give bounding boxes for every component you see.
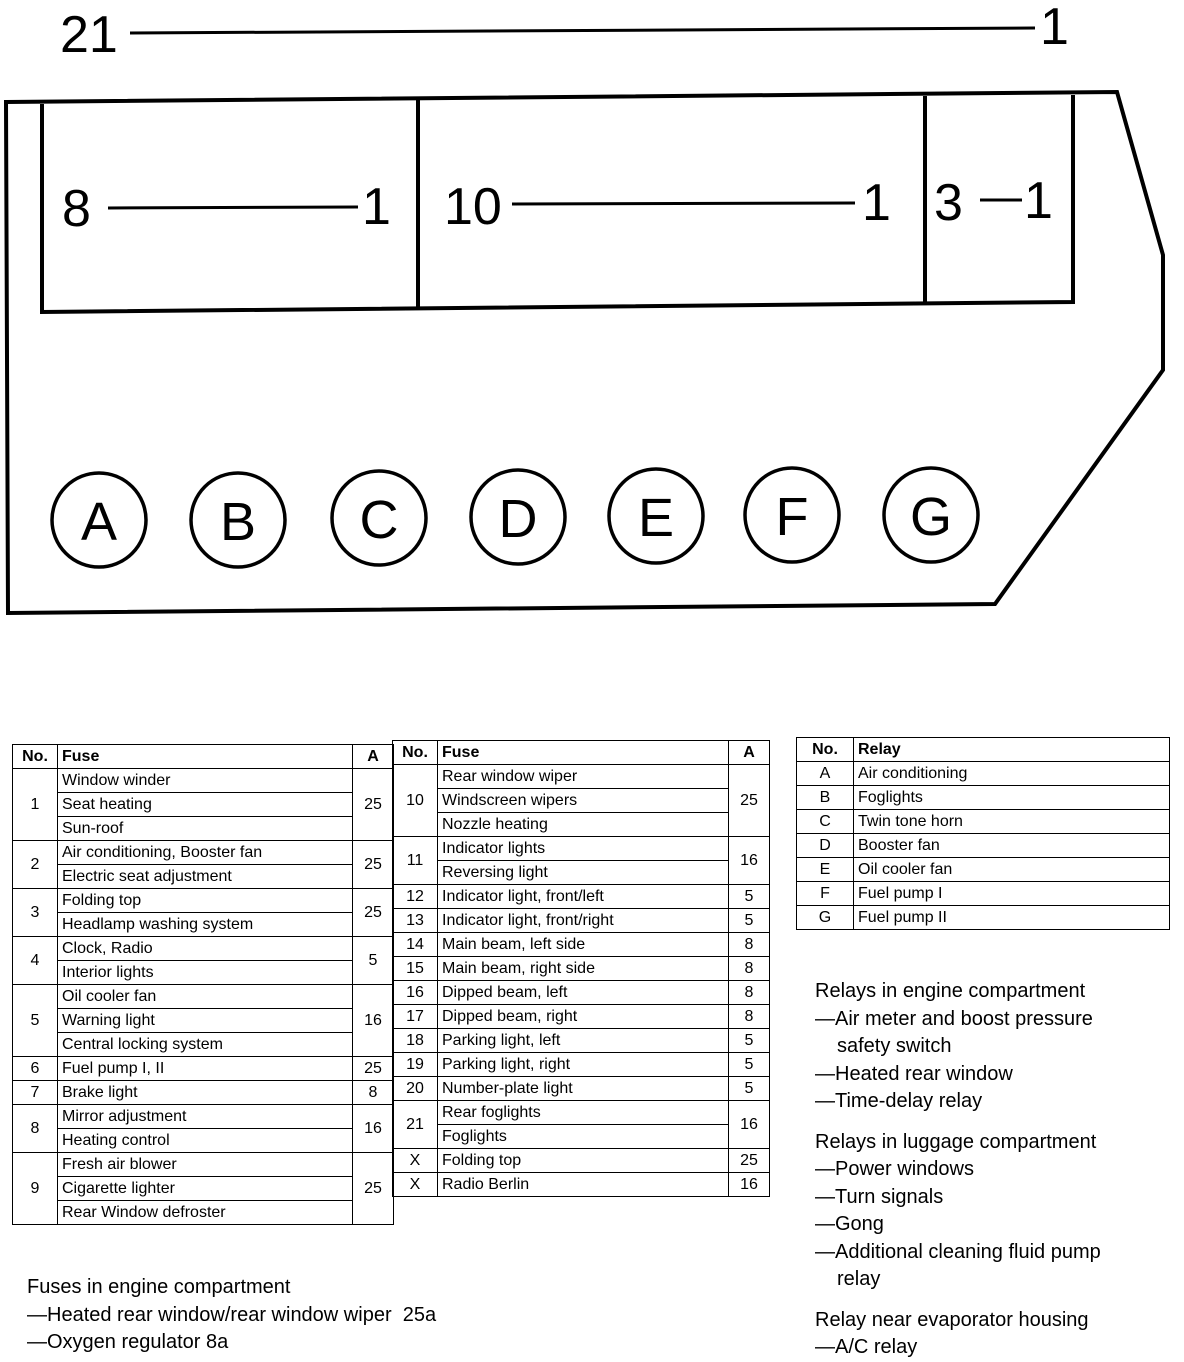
- table-row: [393, 1077, 770, 1101]
- fuse-amperage: 16: [353, 1105, 394, 1153]
- engine-fuse-notes: [27, 1274, 436, 1357]
- relay-letter: C: [797, 810, 854, 834]
- fuse-circuit: Foglights: [438, 1125, 729, 1149]
- fuse-circuit: Clock, Radio: [58, 937, 353, 961]
- fuse-circuit: Electric seat adjustment: [58, 865, 353, 889]
- relay-function: Air conditioning: [854, 762, 1170, 786]
- group-mid-to: 1: [862, 174, 891, 232]
- relay-circle-b: [191, 473, 285, 567]
- fuse-circuit: Oil cooler fan: [58, 985, 353, 1009]
- fuse-box-outline: [6, 92, 1163, 613]
- fuse-amperage: 8: [353, 1081, 394, 1105]
- table-row: [797, 762, 1170, 786]
- fuse-circuit: Mirror adjustment: [58, 1105, 353, 1129]
- table-row: [797, 810, 1170, 834]
- engine-fuses-title: Fuses in engine compartment: [27, 1276, 291, 1298]
- relay-circle-e: [609, 469, 703, 563]
- fuse-number: 13: [393, 909, 438, 933]
- table-row: [393, 957, 770, 981]
- relay-circle-label: C: [359, 490, 399, 550]
- fuse-table-middle: [392, 740, 770, 1197]
- fuse-box-diagram: [0, 0, 1184, 640]
- fuse-amperage: 16: [729, 837, 770, 885]
- relay-function: Fuel pump II: [854, 906, 1170, 930]
- fuse-circuit: Air conditioning, Booster fan: [58, 841, 353, 865]
- fuse-amperage: 5: [729, 909, 770, 933]
- table-row: [393, 1053, 770, 1077]
- fuse-number: 11: [393, 837, 438, 885]
- fuse-circuit: Radio Berlin: [438, 1173, 729, 1197]
- fuse-amperage: 25: [353, 769, 394, 841]
- relay-table-body: [797, 762, 1170, 930]
- fuse-circuit: Main beam, left side: [438, 933, 729, 957]
- fuse-number: 3: [13, 889, 58, 937]
- table-row: [393, 1005, 770, 1029]
- table-row: [393, 765, 770, 789]
- relay-table: [796, 737, 1170, 930]
- table-row: [13, 1201, 394, 1225]
- table-row: [13, 1009, 394, 1033]
- relay-circle-label: B: [219, 492, 257, 552]
- top-range-line: [130, 28, 1035, 33]
- table-row: [393, 861, 770, 885]
- fuse-circuit: Number-plate light: [438, 1077, 729, 1101]
- table-row: [13, 985, 394, 1009]
- fuse-number: 15: [393, 957, 438, 981]
- fuse-circuit: Rear Window defroster: [58, 1201, 353, 1225]
- fuse-amperage: 16: [729, 1173, 770, 1197]
- relay-letter: B: [797, 786, 854, 810]
- fuse-circuit: Fresh air blower: [58, 1153, 353, 1177]
- fuse-number: 4: [13, 937, 58, 985]
- table-row: [13, 1081, 394, 1105]
- relay-function: Twin tone horn: [854, 810, 1170, 834]
- fuse-table-left: [12, 744, 394, 1225]
- relay-circle-g: [884, 468, 978, 562]
- header-amp: A: [729, 741, 770, 765]
- fuse-circuit: Parking light, left: [438, 1029, 729, 1053]
- fuse-circuit: Indicator light, front/right: [438, 909, 729, 933]
- fuse-circuit: Cigarette lighter: [58, 1177, 353, 1201]
- relay-circle-d: [471, 470, 565, 564]
- fuse-circuit: Folding top: [438, 1149, 729, 1173]
- fuse-circuit: Sun-roof: [58, 817, 353, 841]
- table-header-row: [797, 738, 1170, 762]
- relay-letter: F: [797, 882, 854, 906]
- relay-function: Fuel pump I: [854, 882, 1170, 906]
- fuse-amperage: 8: [729, 957, 770, 981]
- relay-circle-c: [332, 471, 426, 565]
- group-mid-line: [512, 203, 855, 204]
- fuse-amperage: 25: [353, 889, 394, 937]
- fuse-number: 14: [393, 933, 438, 957]
- fuse-amperage: 5: [729, 885, 770, 909]
- fuse-amperage: 5: [729, 1029, 770, 1053]
- fuse-circuit: Window winder: [58, 769, 353, 793]
- fuse-amperage: 25: [729, 765, 770, 837]
- table-row: [393, 789, 770, 813]
- fuse-circuit: Warning light: [58, 1009, 353, 1033]
- luggage-relay-item: —Additional cleaning fluid pump: [815, 1240, 1101, 1263]
- fuse-circuit: Parking light, right: [438, 1053, 729, 1077]
- fuse-circuit: Windscreen wipers: [438, 789, 729, 813]
- table-row: [393, 933, 770, 957]
- fuse-number: 20: [393, 1077, 438, 1101]
- fuse-number: 9: [13, 1153, 58, 1225]
- fuse-circuit: Indicator light, front/left: [438, 885, 729, 909]
- table-row: [13, 865, 394, 889]
- table-row: [13, 889, 394, 913]
- header-relay: Relay: [854, 738, 1170, 762]
- fuse-circuit: Interior lights: [58, 961, 353, 985]
- top-range-from: 21: [60, 6, 118, 64]
- fuse-amperage: 25: [353, 1153, 394, 1225]
- header-no: No.: [393, 741, 438, 765]
- group-right-to: 1: [1024, 172, 1053, 230]
- table-row: [797, 906, 1170, 930]
- table-row: [13, 1033, 394, 1057]
- table-row: [13, 1177, 394, 1201]
- fuse-circuit: Main beam, right side: [438, 957, 729, 981]
- table-row: [393, 1125, 770, 1149]
- engine-relay-item: —Time-delay relay: [815, 1090, 983, 1112]
- relay-circle-label: A: [80, 492, 118, 552]
- fuse-table-body: [13, 769, 394, 1225]
- fuse-number: 19: [393, 1053, 438, 1077]
- relay-letter: E: [797, 858, 854, 882]
- relay-circle-label: F: [775, 487, 809, 547]
- engine-relay-item: —Air meter and boost pressure: [815, 1007, 1093, 1030]
- fuse-amperage: 5: [729, 1077, 770, 1101]
- header-no: No.: [13, 745, 58, 769]
- table-row: [797, 834, 1170, 858]
- fuse-amperage: 16: [729, 1101, 770, 1149]
- fuse-circuit: Fuel pump I, II: [58, 1057, 353, 1081]
- table-row: [393, 981, 770, 1005]
- table-row: [13, 1129, 394, 1153]
- relay-circle-label: E: [637, 488, 675, 548]
- relay-letter: D: [797, 834, 854, 858]
- relay-notes: [815, 978, 1101, 1362]
- table-row: [13, 769, 394, 793]
- table-row: [797, 858, 1170, 882]
- relay-circle-label: D: [498, 489, 538, 549]
- relay-function: Foglights: [854, 786, 1170, 810]
- table-row: [393, 1101, 770, 1125]
- fuse-number: 6: [13, 1057, 58, 1081]
- fuse-circuit: Headlamp washing system: [58, 913, 353, 937]
- table-row: [393, 909, 770, 933]
- table-row: [393, 1173, 770, 1197]
- fuse-amperage: 8: [729, 981, 770, 1005]
- luggage-relay-item: —Turn signals: [815, 1185, 944, 1208]
- fuse-number: 8: [13, 1105, 58, 1153]
- table-row: [13, 937, 394, 961]
- fuse-number: 17: [393, 1005, 438, 1029]
- fuse-number: 12: [393, 885, 438, 909]
- fuse-number: 1: [13, 769, 58, 841]
- group-right-from: 3: [934, 174, 963, 232]
- engine-relays-title: Relays in engine compartment: [815, 980, 1086, 1002]
- fuse-circuit: Dipped beam, left: [438, 981, 729, 1005]
- fuse-number: X: [393, 1173, 438, 1197]
- relay-letter: G: [797, 906, 854, 930]
- group-mid-from: 10: [444, 178, 502, 236]
- engine-relay-item-cont: safety switch: [837, 1035, 952, 1057]
- top-range-to: 1: [1040, 0, 1069, 56]
- table-row: [797, 786, 1170, 810]
- fuse-number: 16: [393, 981, 438, 1005]
- group-left-from: 8: [62, 180, 91, 238]
- relay-circle-f: [745, 468, 839, 562]
- table-row: [13, 961, 394, 985]
- fuse-amperage: 16: [353, 985, 394, 1057]
- fuse-circuit: Brake light: [58, 1081, 353, 1105]
- fuse-number: 18: [393, 1029, 438, 1053]
- luggage-relay-item-cont: relay: [837, 1268, 881, 1290]
- fuse-number: 10: [393, 765, 438, 837]
- fuse-number: 5: [13, 985, 58, 1057]
- table-row: [393, 885, 770, 909]
- fuse-circuit: Rear foglights: [438, 1101, 729, 1125]
- fuse-amperage: 25: [729, 1149, 770, 1173]
- fuse-table-body: [393, 765, 770, 1197]
- fuse-amperage: 25: [353, 1057, 394, 1081]
- engine-fuse-item: —Oxygen regulator 8a: [27, 1331, 229, 1353]
- relay-function: Oil cooler fan: [854, 858, 1170, 882]
- table-row: [13, 1105, 394, 1129]
- table-header-row: [13, 745, 394, 769]
- group-left-to: 1: [362, 178, 391, 236]
- fuse-amperage: 5: [353, 937, 394, 985]
- fuse-number: 7: [13, 1081, 58, 1105]
- group-left-line: [108, 207, 358, 208]
- luggage-relay-item: —Power windows: [815, 1158, 974, 1180]
- evaporator-relay-title: Relay near evaporator housing: [815, 1308, 1089, 1331]
- fuse-number: X: [393, 1149, 438, 1173]
- table-header-row: [393, 741, 770, 765]
- relay-circle-label: G: [909, 487, 953, 547]
- engine-fuse-item: —Heated rear window/rear window wiper 25a: [27, 1303, 437, 1326]
- table-row: [393, 813, 770, 837]
- fuse-amperage: 25: [353, 841, 394, 889]
- table-row: [13, 817, 394, 841]
- table-row: [393, 837, 770, 861]
- engine-relay-item: —Heated rear window: [815, 1062, 1013, 1085]
- table-row: [13, 841, 394, 865]
- header-fuse: Fuse: [438, 741, 729, 765]
- fuse-number: 2: [13, 841, 58, 889]
- fuse-circuit: Folding top: [58, 889, 353, 913]
- relay-circle-a: [52, 473, 146, 567]
- header-fuse: Fuse: [58, 745, 353, 769]
- fuse-circuit: Reversing light: [438, 861, 729, 885]
- fuse-circuit: Indicator lights: [438, 837, 729, 861]
- header-no: No.: [797, 738, 854, 762]
- relay-function: Booster fan: [854, 834, 1170, 858]
- fuse-circuit: Dipped beam, right: [438, 1005, 729, 1029]
- fuse-number: 21: [393, 1101, 438, 1149]
- table-row: [393, 1149, 770, 1173]
- evaporator-relay-item: —A/C relay: [815, 1336, 918, 1358]
- fuse-circuit: Seat heating: [58, 793, 353, 817]
- table-row: [797, 882, 1170, 906]
- table-row: [13, 1153, 394, 1177]
- table-row: [13, 1057, 394, 1081]
- relay-letter: A: [797, 762, 854, 786]
- fuse-circuit: Central locking system: [58, 1033, 353, 1057]
- luggage-relay-item: —Gong: [815, 1213, 884, 1235]
- fuse-circuit: Nozzle heating: [438, 813, 729, 837]
- fuse-circuit: Rear window wiper: [438, 765, 729, 789]
- table-row: [13, 793, 394, 817]
- table-row: [13, 913, 394, 937]
- table-row: [393, 1029, 770, 1053]
- fuse-amperage: 8: [729, 1005, 770, 1029]
- fuse-circuit: Heating control: [58, 1129, 353, 1153]
- fuse-amperage: 5: [729, 1053, 770, 1077]
- fuse-amperage: 8: [729, 933, 770, 957]
- header-amp: A: [353, 745, 394, 769]
- luggage-relays-title: Relays in luggage compartment: [815, 1130, 1097, 1153]
